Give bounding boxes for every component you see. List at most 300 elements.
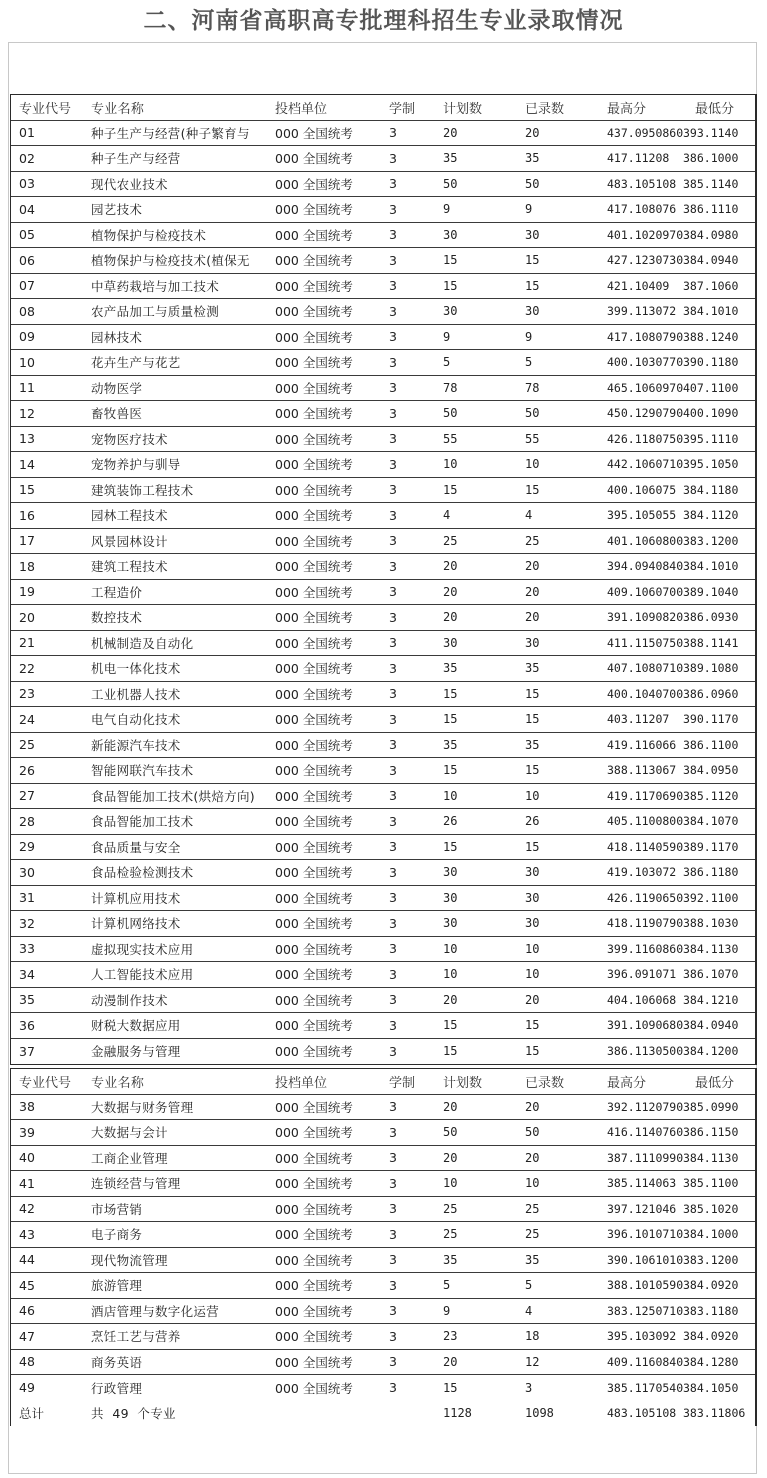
- cell-plan: 25: [443, 1201, 458, 1216]
- table-row: [11, 172, 755, 198]
- cell-code: 16: [19, 507, 35, 523]
- cell-code: 37: [19, 1043, 35, 1059]
- cell-max: 397.121046: [607, 1201, 677, 1216]
- cell-plan: 55: [443, 431, 458, 446]
- cell-length: 3: [389, 252, 397, 268]
- cell-max: 407.1080710: [607, 661, 683, 676]
- header-max: 最高分: [607, 1075, 647, 1091]
- cell-length: 3: [389, 380, 397, 396]
- cell-length: 3: [389, 1150, 397, 1166]
- cell-name: 花卉生产与花艺: [91, 355, 181, 371]
- cell-unit: 000 全国统考: [275, 482, 353, 498]
- cell-length: 3: [389, 966, 397, 982]
- cell-plan: 10: [443, 967, 458, 982]
- cell-admitted: 10: [525, 967, 540, 982]
- cell-min: 383.1200: [683, 533, 739, 548]
- header-code: 专业代号: [19, 1075, 72, 1091]
- cell-plan: 15: [443, 712, 458, 727]
- cell-admitted: 30: [525, 865, 540, 880]
- cell-name: 现代农业技术: [91, 176, 168, 192]
- cell-name: 新能源汽车技术: [91, 737, 181, 753]
- table-header: [11, 95, 755, 121]
- cell-name: 工商企业管理: [91, 1150, 168, 1166]
- cell-length: 3: [389, 915, 397, 931]
- cell-code: 13: [19, 431, 35, 447]
- cell-min: 389.1080: [683, 661, 739, 676]
- cell-max: 411.1150750: [607, 635, 683, 650]
- cell-length: 3: [389, 762, 397, 778]
- cell-code: 19: [19, 584, 35, 600]
- cell-name: 电气自动化技术: [91, 712, 181, 728]
- cell-name: 动漫制作技术: [91, 992, 168, 1008]
- cell-unit: 000 全国统考: [275, 176, 353, 192]
- cell-length: 3: [389, 1043, 397, 1059]
- cell-min: 388.1030: [683, 916, 739, 931]
- table-row: [11, 1273, 755, 1299]
- cell-unit: 000 全国统考: [275, 406, 353, 422]
- cell-max: 442.1060710: [607, 457, 683, 472]
- cell-name: 建筑装饰工程技术: [91, 482, 194, 498]
- cell-unit: 000 全国统考: [275, 304, 353, 320]
- cell-admitted: 9: [525, 202, 533, 217]
- cell-max: 419.1170690: [607, 788, 683, 803]
- cell-max: 416.1140760: [607, 1125, 683, 1140]
- table-row: [11, 1248, 755, 1274]
- cell-code: 47: [19, 1328, 35, 1344]
- cell-admitted: 5: [525, 1278, 533, 1293]
- cell-min: 400.1090: [683, 406, 739, 421]
- cell-code: 43: [19, 1226, 35, 1242]
- cell-max: 383.1250710: [607, 1303, 683, 1318]
- total-min: 383.11806: [683, 1406, 746, 1421]
- cell-length: 3: [389, 176, 397, 192]
- cell-min: 386.1110: [683, 202, 739, 217]
- cell-length: 3: [389, 201, 397, 217]
- cell-admitted: 55: [525, 431, 540, 446]
- cell-plan: 23: [443, 1329, 458, 1344]
- cell-name: 现代物流管理: [91, 1252, 168, 1268]
- cell-max: 385.114063: [607, 1176, 677, 1191]
- total-admitted: 1098: [525, 1406, 554, 1421]
- cell-max: 427.1230730: [607, 253, 683, 268]
- cell-max: 387.1110990: [607, 1150, 683, 1165]
- cell-length: 3: [389, 482, 397, 498]
- cell-min: 386.1180: [683, 865, 739, 880]
- cell-min: 384.1010: [683, 304, 739, 319]
- header-unit: 投档单位: [275, 1075, 328, 1091]
- cell-length: 3: [389, 405, 397, 421]
- cell-min: 384.0940: [683, 1018, 739, 1033]
- cell-min: 385.1020: [683, 1201, 739, 1216]
- cell-admitted: 30: [525, 916, 540, 931]
- cell-plan: 25: [443, 1227, 458, 1242]
- cell-min: 384.0920: [683, 1329, 739, 1344]
- cell-code: 15: [19, 482, 35, 498]
- cell-length: 3: [389, 635, 397, 651]
- cell-max: 483.105108: [607, 176, 677, 191]
- cell-admitted: 9: [525, 329, 533, 344]
- cell-plan: 15: [443, 482, 458, 497]
- cell-unit: 000 全国统考: [275, 533, 353, 549]
- cell-code: 26: [19, 762, 35, 778]
- header-plan: 计划数: [443, 101, 483, 117]
- cell-unit: 000 全国统考: [275, 1252, 353, 1268]
- cell-plan: 15: [443, 278, 458, 293]
- cell-max: 426.1190650: [607, 890, 683, 905]
- header-length: 学制: [389, 1075, 416, 1091]
- cell-unit: 000 全国统考: [275, 992, 353, 1008]
- table-row: [11, 274, 755, 300]
- cell-code: 21: [19, 635, 35, 651]
- cell-min: 383.1200: [683, 1252, 739, 1267]
- header-name: 专业名称: [91, 101, 145, 117]
- cell-code: 39: [19, 1124, 35, 1140]
- cell-name: 农产品加工与质量检测: [91, 304, 220, 320]
- cell-admitted: 15: [525, 1018, 540, 1033]
- cell-name: 市场营销: [91, 1201, 143, 1217]
- cell-length: 3: [389, 1124, 397, 1140]
- table-row: [11, 988, 755, 1014]
- cell-name: 人工智能技术应用: [91, 967, 194, 983]
- cell-length: 3: [389, 686, 397, 702]
- cell-length: 3: [389, 1099, 397, 1115]
- cell-max: 417.108076: [607, 202, 677, 217]
- cell-admitted: 20: [525, 584, 540, 599]
- cell-max: 395.103092: [607, 1329, 677, 1344]
- cell-min: 384.0950: [683, 763, 739, 778]
- cell-min: 386.1070: [683, 967, 739, 982]
- cell-max: 391.1090820: [607, 610, 683, 625]
- cell-admitted: 25: [525, 533, 540, 548]
- cell-unit: 000 全国统考: [275, 1354, 353, 1370]
- cell-max: 388.113067: [607, 763, 677, 778]
- cell-max: 400.1040700: [607, 686, 683, 701]
- cell-admitted: 50: [525, 1125, 540, 1140]
- cell-length: 3: [389, 329, 397, 345]
- cell-length: 3: [389, 1328, 397, 1344]
- table-row: [11, 1171, 755, 1197]
- table-row: [11, 325, 755, 351]
- cell-unit: 000 全国统考: [275, 712, 353, 728]
- cell-min: 386.0930: [683, 610, 739, 625]
- cell-name: 商务英语: [91, 1354, 143, 1370]
- cell-min: 388.1240: [683, 329, 739, 344]
- cell-length: 3: [389, 1201, 397, 1217]
- cell-admitted: 26: [525, 814, 540, 829]
- cell-plan: 15: [443, 253, 458, 268]
- cell-unit: 000 全国统考: [275, 890, 353, 906]
- cell-admitted: 18: [525, 1329, 540, 1344]
- header-unit: 投档单位: [275, 101, 328, 117]
- cell-admitted: 35: [525, 1252, 540, 1267]
- cell-admitted: 20: [525, 1150, 540, 1165]
- cell-plan: 10: [443, 1176, 458, 1191]
- cell-plan: 35: [443, 737, 458, 752]
- table-row: [11, 1095, 755, 1121]
- cell-admitted: 20: [525, 1099, 540, 1114]
- cell-length: 3: [389, 431, 397, 447]
- cell-max: 437.0950860: [607, 125, 683, 140]
- cell-unit: 000 全国统考: [275, 865, 353, 881]
- cell-plan: 15: [443, 686, 458, 701]
- table-row: [11, 860, 755, 886]
- cell-admitted: 15: [525, 686, 540, 701]
- cell-name: 畜牧兽医: [91, 406, 143, 422]
- cell-max: 421.10409: [607, 278, 670, 293]
- admission-table-part-1: [10, 94, 757, 1065]
- cell-plan: 5: [443, 1278, 451, 1293]
- cell-unit: 000 全国统考: [275, 431, 353, 447]
- cell-admitted: 15: [525, 278, 540, 293]
- cell-unit: 000 全国统考: [275, 661, 353, 677]
- cell-name: 烹饪工艺与营养: [91, 1329, 181, 1345]
- cell-plan: 10: [443, 941, 458, 956]
- cell-length: 3: [389, 354, 397, 370]
- cell-unit: 000 全国统考: [275, 941, 353, 957]
- cell-max: 417.1080790: [607, 329, 683, 344]
- cell-admitted: 35: [525, 661, 540, 676]
- cell-unit: 000 全国统考: [275, 1150, 353, 1166]
- total-plan: 1128: [443, 1406, 472, 1421]
- cell-max: 399.113072: [607, 304, 677, 319]
- cell-plan: 35: [443, 1252, 458, 1267]
- cell-max: 385.1170540: [607, 1380, 683, 1395]
- cell-plan: 9: [443, 1303, 451, 1318]
- cell-admitted: 20: [525, 125, 540, 140]
- table-row: [11, 707, 755, 733]
- cell-name: 旅游管理: [91, 1278, 143, 1294]
- table-row: [11, 886, 755, 912]
- cell-name: 机械制造及自动化: [91, 635, 194, 651]
- cell-plan: 20: [443, 125, 458, 140]
- cell-unit: 000 全国统考: [275, 1380, 353, 1396]
- cell-code: 06: [19, 252, 35, 268]
- cell-min: 384.1210: [683, 992, 739, 1007]
- cell-plan: 5: [443, 355, 451, 370]
- total-row: [11, 1401, 755, 1427]
- cell-min: 407.1100: [683, 380, 739, 395]
- cell-unit: 000 全国统考: [275, 788, 353, 804]
- table-row: [11, 1222, 755, 1248]
- table-row: [11, 656, 755, 682]
- cell-name: 计算机应用技术: [91, 890, 181, 906]
- cell-min: 383.1180: [683, 1303, 739, 1318]
- cell-code: 33: [19, 941, 35, 957]
- cell-name: 电子商务: [91, 1227, 143, 1243]
- cell-admitted: 20: [525, 992, 540, 1007]
- cell-min: 395.1110: [683, 431, 739, 446]
- table-row: [11, 223, 755, 249]
- cell-code: 08: [19, 303, 35, 319]
- cell-name: 园林技术: [91, 329, 143, 345]
- cell-length: 3: [389, 788, 397, 804]
- cell-min: 389.1040: [683, 584, 739, 599]
- cell-plan: 30: [443, 916, 458, 931]
- table-row: [11, 554, 755, 580]
- cell-plan: 20: [443, 559, 458, 574]
- cell-code: 44: [19, 1252, 35, 1268]
- cell-plan: 50: [443, 406, 458, 421]
- cell-max: 450.1290790: [607, 406, 683, 421]
- cell-plan: 10: [443, 788, 458, 803]
- total-max: 483.105108: [607, 1406, 677, 1421]
- cell-max: 419.103072: [607, 865, 677, 880]
- cell-name: 植物保护与检疫技术: [91, 227, 207, 243]
- cell-max: 465.1060970: [607, 380, 683, 395]
- cell-unit: 000 全国统考: [275, 584, 353, 600]
- total-label: 总计: [19, 1406, 45, 1422]
- cell-min: 386.1150: [683, 1125, 739, 1140]
- cell-length: 3: [389, 660, 397, 676]
- cell-admitted: 30: [525, 890, 540, 905]
- cell-plan: 4: [443, 508, 451, 523]
- cell-unit: 000 全国统考: [275, 1227, 353, 1243]
- cell-admitted: 3: [525, 1380, 533, 1395]
- cell-admitted: 30: [525, 635, 540, 650]
- cell-admitted: 15: [525, 763, 540, 778]
- cell-length: 3: [389, 941, 397, 957]
- cell-code: 17: [19, 533, 35, 549]
- cell-name: 植物保护与检疫技术(植保无: [91, 253, 250, 269]
- cell-plan: 10: [443, 457, 458, 472]
- cell-plan: 15: [443, 839, 458, 854]
- cell-max: 396.1010710: [607, 1227, 683, 1242]
- cell-max: 392.1120790: [607, 1099, 683, 1114]
- cell-name: 食品质量与安全: [91, 839, 181, 855]
- cell-unit: 000 全国统考: [275, 1278, 353, 1294]
- header-min: 最低分: [695, 1075, 735, 1091]
- cell-min: 390.1180: [683, 355, 739, 370]
- cell-code: 38: [19, 1099, 35, 1115]
- cell-admitted: 4: [525, 1303, 533, 1318]
- cell-code: 25: [19, 737, 35, 753]
- cell-name: 种子生产与经营: [91, 151, 181, 167]
- cell-name: 宠物医疗技术: [91, 431, 168, 447]
- cell-min: 384.1280: [683, 1354, 739, 1369]
- cell-max: 401.1020970: [607, 227, 683, 242]
- cell-name: 虚拟现实技术应用: [91, 941, 194, 957]
- table-row: [11, 299, 755, 325]
- cell-max: 391.1090680: [607, 1018, 683, 1033]
- cell-admitted: 25: [525, 1201, 540, 1216]
- cell-plan: 9: [443, 202, 451, 217]
- cell-unit: 000 全国统考: [275, 839, 353, 855]
- cell-code: 27: [19, 788, 35, 804]
- cell-plan: 35: [443, 151, 458, 166]
- cell-length: 3: [389, 864, 397, 880]
- cell-unit: 000 全国统考: [275, 151, 353, 167]
- cell-plan: 25: [443, 533, 458, 548]
- cell-length: 3: [389, 1354, 397, 1370]
- cell-admitted: 30: [525, 304, 540, 319]
- table-row: [11, 121, 755, 147]
- cell-admitted: 25: [525, 1227, 540, 1242]
- cell-max: 417.11208: [607, 151, 670, 166]
- table-row: [11, 1350, 755, 1376]
- cell-admitted: 35: [525, 151, 540, 166]
- cell-unit: 000 全国统考: [275, 457, 353, 473]
- cell-unit: 000 全国统考: [275, 1044, 353, 1060]
- cell-unit: 000 全国统考: [275, 253, 353, 269]
- cell-admitted: 20: [525, 610, 540, 625]
- cell-length: 3: [389, 227, 397, 243]
- cell-admitted: 10: [525, 941, 540, 956]
- cell-code: 40: [19, 1150, 35, 1166]
- cell-admitted: 20: [525, 559, 540, 574]
- cell-code: 28: [19, 813, 35, 829]
- cell-unit: 000 全国统考: [275, 508, 353, 524]
- cell-name: 机电一体化技术: [91, 661, 181, 677]
- cell-max: 388.1010590: [607, 1278, 683, 1293]
- cell-name: 数控技术: [91, 610, 143, 626]
- cell-max: 409.1160840: [607, 1354, 683, 1369]
- table-row: [11, 631, 755, 657]
- cell-unit: 000 全国统考: [275, 1201, 353, 1217]
- cell-min: 393.1140: [683, 125, 739, 140]
- cell-min: 386.1100: [683, 737, 739, 752]
- cell-plan: 78: [443, 380, 458, 395]
- cell-code: 49: [19, 1380, 35, 1396]
- cell-code: 45: [19, 1277, 35, 1293]
- cell-min: 384.0940: [683, 253, 739, 268]
- cell-max: 405.1100800: [607, 814, 683, 829]
- cell-max: 418.1190790: [607, 916, 683, 931]
- cell-code: 29: [19, 839, 35, 855]
- cell-min: 395.1050: [683, 457, 739, 472]
- cell-code: 48: [19, 1354, 35, 1370]
- cell-name: 行政管理: [91, 1380, 143, 1396]
- cell-unit: 000 全国统考: [275, 737, 353, 753]
- header-admitted: 已录数: [525, 1075, 565, 1091]
- cell-code: 42: [19, 1201, 35, 1217]
- cell-min: 384.1070: [683, 814, 739, 829]
- cell-length: 3: [389, 533, 397, 549]
- cell-name: 宠物养护与驯导: [91, 457, 181, 473]
- cell-unit: 000 全国统考: [275, 1176, 353, 1192]
- page-title: 二、河南省高职高专批理科招生专业录取情况: [143, 8, 624, 34]
- cell-length: 3: [389, 278, 397, 294]
- cell-unit: 000 全国统考: [275, 227, 353, 243]
- cell-name: 食品智能加工技术(烘焙方向): [91, 788, 255, 804]
- cell-plan: 9: [443, 329, 451, 344]
- cell-length: 3: [389, 1252, 397, 1268]
- table-row: [11, 911, 755, 937]
- cell-code: 35: [19, 992, 35, 1008]
- cell-max: 403.11207: [607, 712, 670, 727]
- header-min: 最低分: [695, 101, 735, 117]
- cell-admitted: 15: [525, 253, 540, 268]
- cell-name: 大数据与财务管理: [91, 1099, 194, 1115]
- cell-code: 09: [19, 329, 35, 345]
- cell-min: 385.1100: [683, 1176, 739, 1191]
- table-row: [11, 1013, 755, 1039]
- cell-length: 3: [389, 813, 397, 829]
- cell-unit: 000 全国统考: [275, 559, 353, 575]
- cell-name: 智能网联汽车技术: [91, 763, 194, 779]
- cell-length: 3: [389, 1303, 397, 1319]
- cell-max: 400.1030770: [607, 355, 683, 370]
- cell-length: 3: [389, 558, 397, 574]
- cell-code: 05: [19, 227, 35, 243]
- cell-code: 32: [19, 915, 35, 931]
- cell-unit: 000 全国统考: [275, 278, 353, 294]
- cell-unit: 000 全国统考: [275, 329, 353, 345]
- cell-min: 384.1010: [683, 559, 739, 574]
- cell-admitted: 35: [525, 737, 540, 752]
- table-row: [11, 146, 755, 172]
- cell-admitted: 12: [525, 1354, 540, 1369]
- cell-min: 390.1170: [683, 712, 739, 727]
